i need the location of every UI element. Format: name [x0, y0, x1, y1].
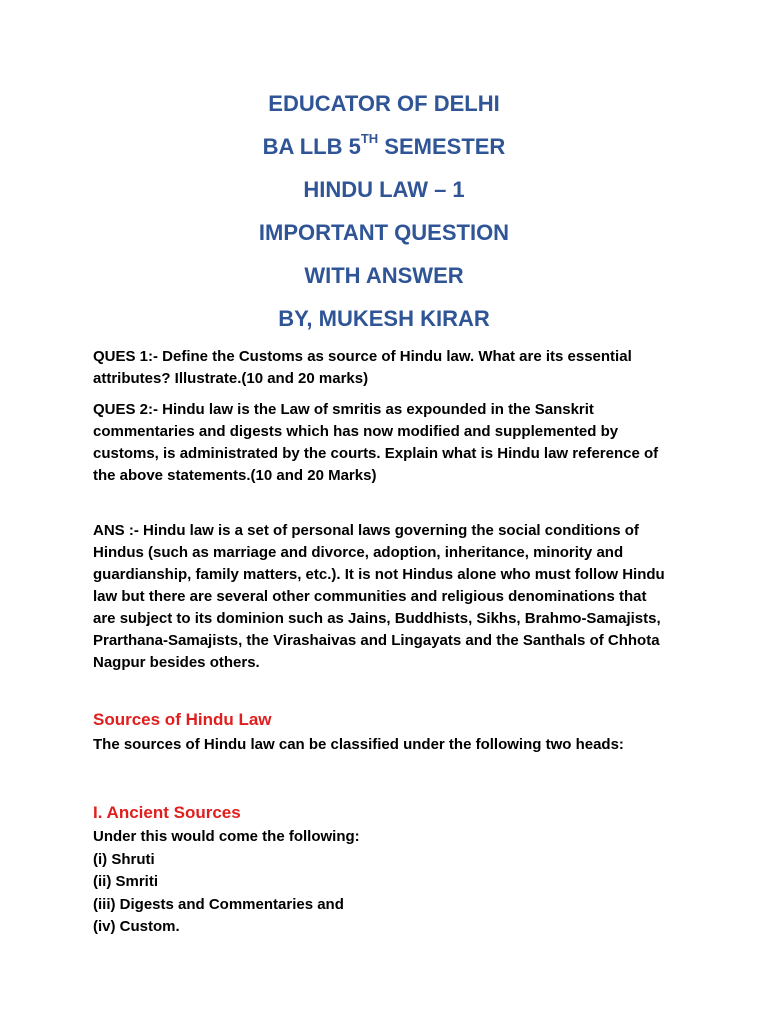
- sources-intro: The sources of Hindu law can be classified under the following two heads:: [93, 736, 624, 753]
- title-course-prefix: BA LLB 5: [262, 134, 361, 159]
- title-with-answer: WITH ANSWER: [304, 263, 464, 288]
- list-item: (iv) Custom.: [93, 918, 180, 935]
- title-educator: EDUCATOR OF DELHI: [268, 91, 500, 116]
- sources-heading: Sources of Hindu Law: [93, 710, 272, 729]
- list-item: (iii) Digests and Commentaries and: [93, 895, 344, 913]
- title-course-superscript: TH: [360, 131, 379, 146]
- answer-paragraph: ANS :- Hindu law is a set of personal laws governing the social conditions of Hindus (such as marriage and divorce, adoption, inheritance, minority and guardianship, family matters, etc.). It is not Hindus alone who must follow Hindu law but there are several other communities and religious denominations that are subject to its dominion such as Jains, Buddhists, Sikhs, Brahmo-Samajists, Prarthana-Samajists, the Virashaivas and Lingayats and the Santhals of Chhota Nagpur besides others.: [93, 522, 665, 671]
- question-1: QUES 1:- Define the Customs as source of Hindu law. What are its essential attributes? Illustrate.(10 and 20 marks): [93, 348, 632, 387]
- title-subject: HINDU LAW – 1: [303, 177, 465, 202]
- title-important-question: IMPORTANT QUESTION: [258, 220, 510, 245]
- title-author: BY, MUKESH KIRAR: [278, 306, 490, 331]
- title-course-suffix: SEMESTER: [378, 134, 506, 159]
- ancient-sources-heading: I. Ancient Sources: [93, 803, 241, 822]
- ancient-sources-intro: Under this would come the following:: [93, 828, 360, 845]
- list-item: (ii) Smriti: [93, 873, 159, 890]
- title-course: [0, 131, 768, 160]
- question-2: QUES 2:- Hindu law is the Law of smritis as expounded in the Sanskrit commentaries and digests which has now modified and supplemented by customs, is administrated by the courts. Explain what is Hindu law reference of the above statements.(10 and 20 Marks): [93, 401, 659, 484]
- list-item: (i) Shruti: [93, 850, 155, 868]
- ancient-sources-list: [93, 826, 673, 939]
